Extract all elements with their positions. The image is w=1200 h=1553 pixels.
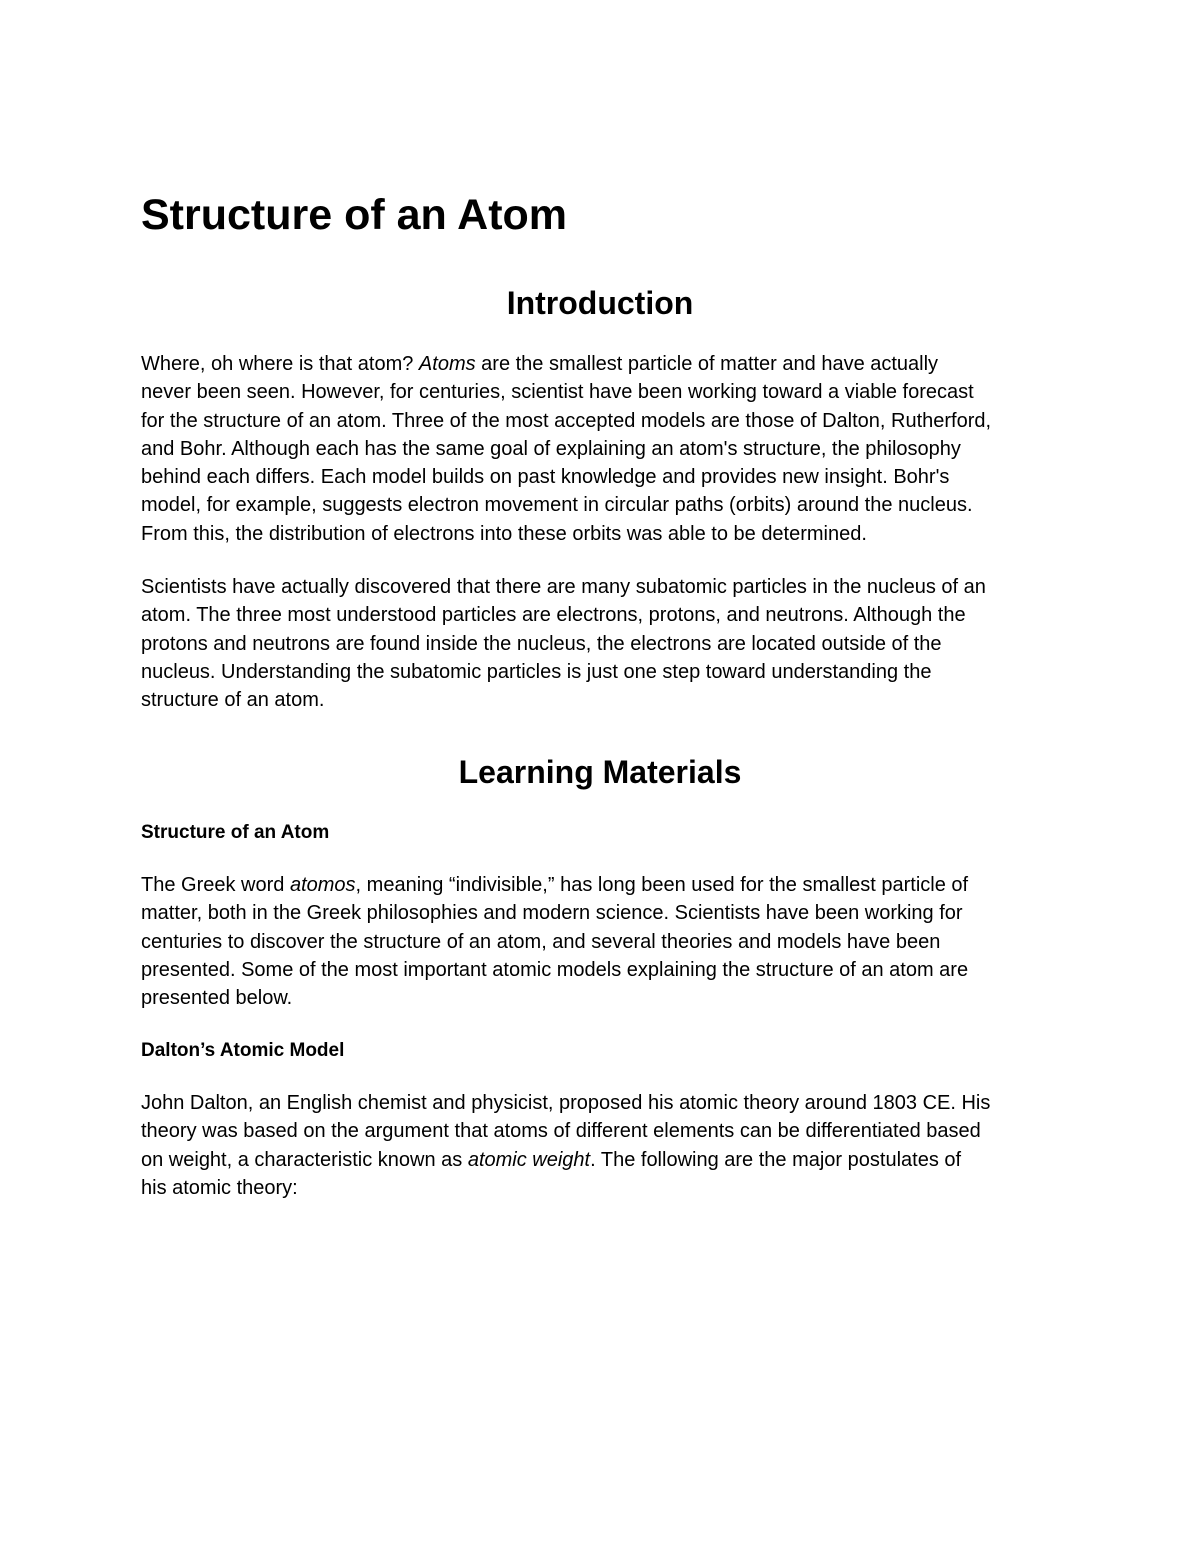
- italic-term: Atoms: [418, 353, 476, 375]
- intro-paragraph-1: [141, 350, 1061, 548]
- learning-materials-heading: Learning Materials: [458, 754, 742, 790]
- text-run: nucleus. Understanding the subatomic particles is just one step toward understanding the: [141, 660, 932, 683]
- text-run: theory was based on the argument that atoms of different elements can be differentiated based: [141, 1120, 981, 1143]
- text-line: [141, 956, 1061, 984]
- text-line: [141, 1146, 1061, 1174]
- dalton-paragraph: [141, 1089, 1061, 1202]
- text-run: atom. The three most understood particles are electrons, protons, and neutrons. Although the: [141, 604, 966, 627]
- text-run: for the structure of an atom. Three of the most accepted models are those of Dalton, Rutherford,: [141, 409, 992, 432]
- text-line: [141, 928, 1061, 956]
- page-title: Structure of an Atom: [141, 191, 568, 239]
- text-line: [141, 573, 1061, 601]
- text-run: The Greek word: [141, 874, 290, 896]
- dalton-subheading: Dalton’s Atomic Model: [141, 1040, 345, 1061]
- text-run: never been seen. However, for centuries, scientist have been working toward a viable forecast: [141, 381, 974, 404]
- text-line: [141, 658, 1061, 686]
- text-run: and Bohr. Although each has the same goal of explaining an atom's structure, the philosophy: [141, 437, 961, 460]
- text-line: [141, 435, 1061, 463]
- italic-term: atomos: [289, 874, 356, 896]
- text-run: his atomic theory:: [141, 1176, 298, 1199]
- italic-term: atomic weight: [467, 1148, 591, 1171]
- text-run: model, for example, suggests electron movement in circular paths (orbits) around the nucleus.: [141, 494, 973, 517]
- text-run: . The following are the major postulates of: [590, 1148, 962, 1171]
- intro-paragraph-2: [141, 573, 1061, 714]
- text-line: [141, 491, 1061, 519]
- structure-subheading: Structure of an Atom: [141, 822, 330, 843]
- text-line: [141, 601, 1061, 629]
- text-line: [141, 630, 1061, 658]
- text-run: centuries to discover the structure of an atom, and several theories and models have been: [141, 930, 941, 953]
- text-line: [141, 520, 1061, 548]
- text-run: From this, the distribution of electrons into these orbits was able to be determined.: [141, 522, 867, 545]
- text-line: [141, 1117, 1061, 1145]
- text-run: structure of an atom.: [141, 689, 325, 712]
- text-run: on weight, a characteristic known as: [141, 1148, 468, 1171]
- text-run: , meaning “indivisible,” has long been used for the smallest particle of: [355, 874, 969, 896]
- text-line: [141, 1089, 1061, 1117]
- text-run: John Dalton, an English chemist and physicist, proposed his atomic theory around 1803 CE. His: [141, 1092, 991, 1114]
- text-run: protons and neutrons are found inside the nucleus, the electrons are located outside of the: [141, 632, 942, 655]
- text-run: Scientists have actually discovered that there are many subatomic particles in the nucleus of an: [141, 576, 986, 598]
- text-line: [141, 463, 1061, 491]
- introduction-heading: Introduction: [506, 285, 694, 321]
- text-run: Where, oh where is that atom?: [141, 353, 419, 375]
- text-run: presented below.: [141, 987, 293, 1010]
- text-line: [141, 899, 1061, 927]
- text-line: [141, 1174, 1061, 1202]
- text-line: [141, 984, 1061, 1012]
- text-line: [141, 871, 1061, 899]
- text-run: presented. Some of the most important atomic models explaining the structure of an atom are: [141, 958, 969, 981]
- text-line: [141, 407, 1061, 435]
- text-run: matter, both in the Greek philosophies and modern science. Scientists have been working for: [141, 902, 963, 925]
- text-line: [141, 378, 1061, 406]
- text-line: [141, 350, 1061, 378]
- text-run: behind each differs. Each model builds on past knowledge and provides new insight. Bohr's: [141, 466, 950, 489]
- text-line: [141, 686, 1061, 714]
- text-run: are the smallest particle of matter and have actually: [475, 353, 939, 375]
- structure-paragraph: [141, 871, 1061, 1012]
